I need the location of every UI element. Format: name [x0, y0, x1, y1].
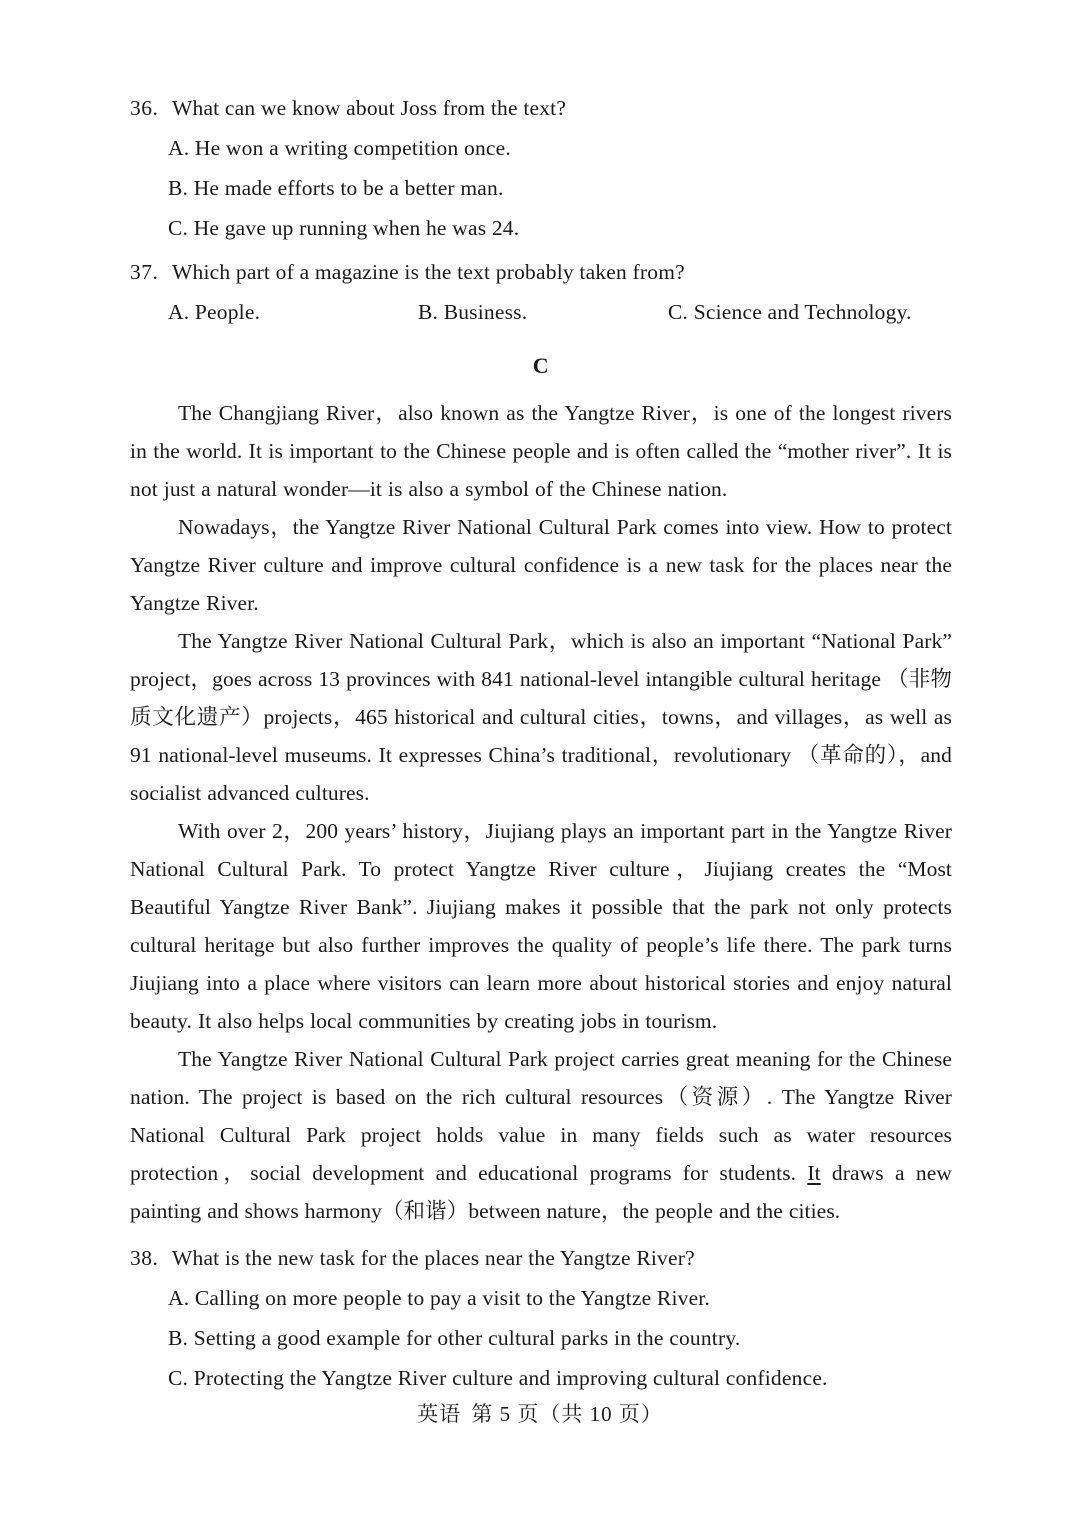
- question-37-option-b[interactable]: B. Business.: [418, 300, 528, 324]
- spacer: [130, 1230, 952, 1238]
- question-38-option-a[interactable]: A. Calling on more people to pay a visit to the Yangtze River.: [168, 1286, 711, 1310]
- footer-subject: 英语: [417, 1402, 462, 1426]
- question-36-stem-row: [130, 88, 952, 128]
- passage-paragraph-2: Nowadays，the Yangtze River National Cultural Park comes into view. How to protect Yangtze River culture and improve cultural confidence is a new task for the places near the Yangtze River.: [130, 515, 952, 615]
- passage-paragraph-5-part1: The Yangtze River National Cultural Park project carries great meaning for the Chinese nation. The project is based on the rich cultural resources（资源）. The Yangtze River National Cultural Park project holds value in many fields such as water resources protection，social development and educational programs for students.: [130, 1047, 952, 1185]
- passage-label-c: C: [532, 353, 550, 378]
- question-37: [130, 252, 952, 332]
- question-36-number: 36.: [130, 96, 159, 120]
- question-36-option-a[interactable]: A. He won a writing competition once.: [168, 136, 511, 160]
- passage-paragraph-5: [130, 1040, 952, 1230]
- passage-underlined-it: It: [807, 1161, 821, 1185]
- question-38-option-c[interactable]: C. Protecting the Yangtze River culture and improving cultural confidence.: [168, 1366, 828, 1390]
- page-footer: [0, 1398, 1080, 1428]
- passage-paragraph-3: The Yangtze River National Cultural Park，which is also an important “National Park” project，goes across 13 provinces with 841 national-level intangible cultural heritage （非物质文化遗产）projects，465 historical and cultural cities，towns，and villages，as well as 91 national-level museums. It expresses China’s traditional，revolutionary （革命的），and socialist advanced cultures.: [130, 629, 952, 805]
- question-38-option-b[interactable]: B. Setting a good example for other cultural parks in the country.: [168, 1326, 741, 1350]
- question-37-stem-row: [130, 252, 952, 292]
- question-38: [130, 1238, 952, 1398]
- page-content: [130, 88, 952, 1402]
- question-37-number: 37.: [130, 260, 159, 284]
- question-37-stem: Which part of a magazine is the text probably taken from?: [172, 260, 685, 284]
- passage-paragraph-4: With over 2，200 years’ history，Jiujiang plays an important part in the Yangtze River National Cultural Park. To protect Yangtze River culture，Jiujiang creates the “Most Beautiful Yangtze River Bank”. Jiujiang makes it possible that the park not only protects cultural heritage but also further improves the quality of people’s life there. The park turns Jiujiang into a place where visitors can learn more about historical stories and enjoy natural beauty. It also helps local communities by creating jobs in tourism.: [130, 819, 952, 1033]
- question-37-options-row: [130, 292, 952, 332]
- question-36-option-b[interactable]: B. He made efforts to be a better man.: [168, 176, 504, 200]
- question-38-stem: What is the new task for the places near the Yangtze River?: [172, 1246, 695, 1270]
- passage-paragraph-5-part2: draws a new painting and shows harmony（和谐）between nature，the people and the cities.: [130, 1161, 952, 1223]
- question-36-stem: What can we know about Joss from the text?: [172, 96, 567, 120]
- question-37-option-a[interactable]: A. People.: [168, 300, 261, 324]
- question-37-option-c[interactable]: C. Science and Technology.: [668, 300, 912, 324]
- passage-paragraph-1: The Changjiang River，also known as the Yangtze River，is one of the longest rivers in the world. It is important to the Chinese people and is often called the “mother river”. It is not just a natural wonder—it is also a symbol of the Chinese nation.: [130, 401, 952, 501]
- question-38-number: 38.: [130, 1246, 159, 1270]
- footer-page-number: 第 5 页（共 10 页）: [471, 1402, 663, 1426]
- question-36: [130, 88, 952, 248]
- question-38-stem-row: [130, 1238, 952, 1278]
- question-36-option-c[interactable]: C. He gave up running when he was 24.: [168, 216, 520, 240]
